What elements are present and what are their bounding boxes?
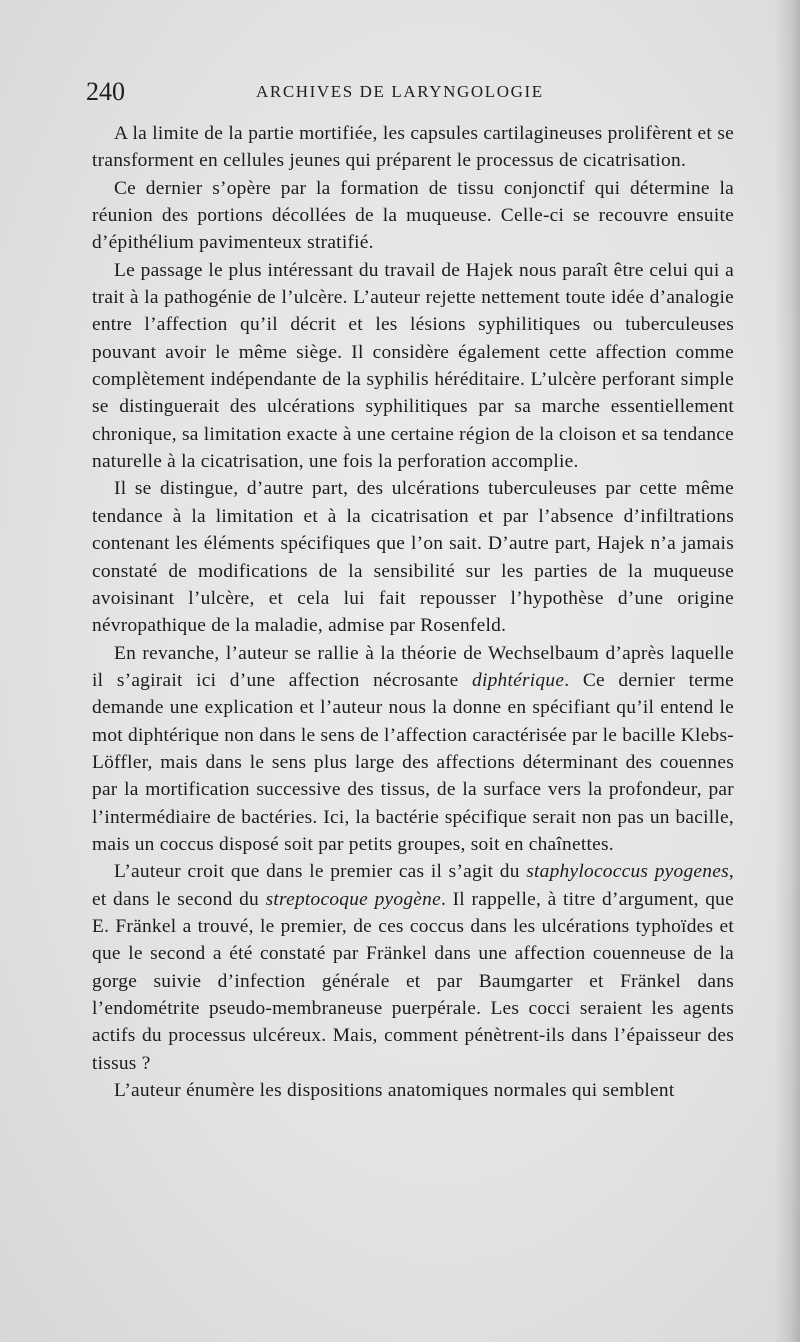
journal-title: ARCHIVES DE LARYNGOLOGIE <box>256 82 544 101</box>
paragraph <box>92 120 734 175</box>
paragraph-text: Le passage le plus intéressant du travail de Hajek nous paraît être celui qui a trait à la pathogénie de l’ulcère. L’auteur rejette nettement toute idée d’analogie entre l’affection qu’il décrit et les lésions syphilitiques ou tuberculeuses pouvant avoir le même siège. Il considère également cette affection comme complètement indépendante de la syphilis héréditaire. L’ulcère perforant simple se distinguerait des ulcérations syphilitiques par sa marche essentiellement chronique, sa limitation exacte à une certaine région de la cloison et sa tendance naturelle à la cicatrisation, une fois la perforation accomplie. <box>92 259 734 473</box>
paragraph-text: L’auteur croit que dans le premier cas il s’agit du <box>114 861 527 883</box>
paragraph-text: L’auteur énumère les dispositions anatomiques normales qui semblent <box>114 1080 675 1102</box>
paragraph-text: Il se distingue, d’autre part, des ulcérations tuberculeuses par cette même tendance à la limitation et à la cicatrisation et par l’absence d’infiltrations contenant les éléments spécifiques que l’on sait. D’autre part, Hajek n’a jamais constaté de modifications de la sensibilité sur les parties de la muqueuse avoisinant l’ulcère, et cela lui fait repousser l’hypothèse d’une origine névropathique de la maladie, admise par Rosenfeld. <box>92 478 734 637</box>
paragraph <box>92 175 734 257</box>
paragraph-text: . Il rappelle, à titre d’argument, que E. Fränkel a trouvé, le premier, de ces coccus dans les ulcérations typhoïdes et que le second a été constaté par Fränkel dans une affection couenneuse de la gorge suivie d’infection générale et par Baumgarter et Fränkel dans l’endométrite pseudo-membraneuse puerpérale. Les cocci seraient les agents actifs du processus ulcéreux. Mais, comment pénètrent-ils dans l’épaisseur des tissus ? <box>92 888 734 1074</box>
paragraph <box>92 640 734 859</box>
paragraph-text: A la limite de la partie mortifiée, les capsules cartilagineuses prolifèrent et se transforment en cellules jeunes qui préparent le processus de cicatrisation. <box>92 123 734 172</box>
paragraph <box>92 257 734 476</box>
page-number: 240 <box>86 77 125 106</box>
paragraph-text: Ce dernier s’opère par la formation de tissu conjonctif qui détermine la réunion des portions décollées de la muqueuse. Celle-ci se recouvre ensuite d’épithélium pavimenteux stratifié. <box>92 177 734 254</box>
paragraph <box>92 1077 734 1104</box>
italic-term: streptocoque pyogène <box>265 888 441 910</box>
italic-term: staphylococcus pyogenes <box>526 861 729 883</box>
paragraph <box>92 475 734 639</box>
paragraph-text: , et dans le second du <box>92 861 734 910</box>
paragraph-text: En revanche, l’auteur se rallie à la théorie de Wechselbaum d’après laquelle il s’agirait ici d’une affection nécrosante <box>92 642 734 691</box>
body-text <box>92 120 734 1104</box>
paragraph <box>92 858 734 1077</box>
paragraph-text: . Ce dernier terme demande une explication et l’auteur nous la donne en spécifiant qu’il entend le mot diphtérique non dans le sens de l’affection caractérisée par le bacille Klebs-Löffler, mais dans le sens plus large des affections déterminant des couennes par la mortification successive des tissus, de la surface vers la profondeur, par l’intermédiaire de bactéries. Ici, la bactérie spécifique serait non pas un bacille, mais un coccus disposé soit par petits groupes, soit en chaînettes. <box>92 669 734 855</box>
running-head <box>86 76 734 108</box>
italic-term: diphtérique <box>472 669 565 691</box>
